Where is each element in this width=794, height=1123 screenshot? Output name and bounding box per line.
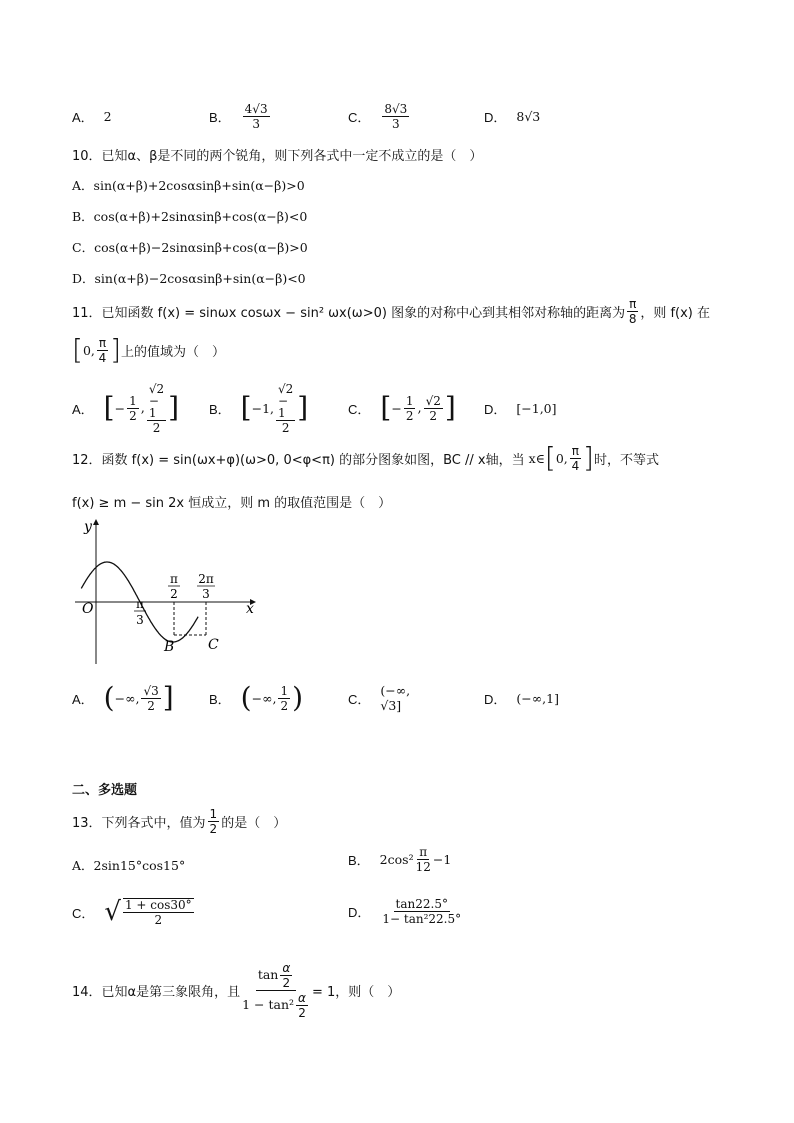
section-heading: 二、多选题 xyxy=(72,783,138,798)
q13-option-b: B． 2cos² $\frac{\pi}{12}$ −1 xyxy=(348,845,452,874)
point-c: C xyxy=(208,637,219,653)
q12-option-a: A． ( −∞, $\frac{√3}{2}$ ] xyxy=(72,681,174,714)
q13-option-a: A．2sin15°cos15° xyxy=(72,858,186,873)
q12-graph xyxy=(70,516,270,666)
q10-option-b: B．cos(α+β)+2sinαsinβ+cos(α−β)<0 xyxy=(72,209,308,224)
q10-option-c: C．cos(α+β)−2sinαsinβ+cos(α−β)>0 xyxy=(72,240,308,255)
tick-2pi3-num: 2π xyxy=(198,572,214,586)
q11-option-d: D． [−1,0] xyxy=(484,400,557,417)
q13-stem: 13．下列各式中，值为 $\frac{1}{2}$ 的是（ ） xyxy=(72,807,287,836)
x-label: x xyxy=(246,601,254,617)
q9-option-a: A． 2 xyxy=(72,108,112,125)
q11-option-a: A． [ − $\frac{1}{2}$ , $\frac{√2 - 1}{2}$ ] xyxy=(72,381,180,435)
q12-option-d: D． (−∞,1] xyxy=(484,690,559,707)
tick-pi3-num: π xyxy=(136,597,144,611)
q11-distance-fraction: $\frac{\pi}{8}$ xyxy=(628,297,637,326)
q12-stem-line2: f(x) ≥ m − sin 2x 恒成立，则 m 的取值范围是（ ） xyxy=(72,496,392,511)
q11-range: [ 0, $\frac{\pi}{4}$ ] 上的值域为（ ） xyxy=(72,333,226,366)
q11-option-b: B． [ −1, $\frac{√2 - 1}{2}$ ] xyxy=(209,381,309,435)
q9-c-fraction: $\frac{8√3}{3}$ xyxy=(384,101,408,131)
q9-b-fraction: $\frac{4√3}{3}$ xyxy=(244,101,268,131)
y-label: y xyxy=(84,519,92,535)
q11-option-c: C． [ − $\frac{1}{2}$ , $\frac{√2}{2}$ ] xyxy=(348,391,456,424)
q11-stem: 11．已知函数 f(x) = sinωx cosωx − sin² ωx(ω>0) 图象的对称中心到其相邻对称轴的距离为 $\frac{\pi}{8}$ ，则 f(x) 在 xyxy=(72,297,710,326)
tick-pi2-num: π xyxy=(170,572,178,586)
origin-label: O xyxy=(82,601,94,617)
q9-option-b: B． $\frac{4√3}{3}$ xyxy=(209,101,268,131)
q13-option-c: C． √ $\frac{1 + \cos 30^\circ}{2}$ xyxy=(72,897,192,927)
tick-pi2-den: 2 xyxy=(170,587,178,601)
q10-option-a: A．sin(α+β)+2cosαsinβ+sin(α−β)>0 xyxy=(72,178,305,193)
q14-stem: 14．已知α是第三象限角，且 tan $\frac{\alpha}{2}$ 1 − tan² $\frac{\alpha}{2}$ = 1，则（ ） xyxy=(72,960,401,1020)
tick-pi3-den: 3 xyxy=(136,613,144,627)
q13-option-d: D． $\frac{\tan 22.5^\circ}{\text{1− tan²22.5°}}$ xyxy=(348,897,462,926)
q12-stem: 12．函数 f(x) = sin(ωx+φ)(ω>0, 0<φ<π) 的部分图象如图，BC // x轴，当 x∈ [ 0, $\frac{\pi}{4}$ ] 时，不等式 xyxy=(72,441,659,474)
q10-stem: 10．已知α、β是不同的两个锐角，则下列各式中一定不成立的是（ ） xyxy=(72,149,483,164)
sqrt-icon: √ xyxy=(104,897,121,927)
q12-option-c: C． (−∞, √3] xyxy=(348,683,411,713)
point-b: B xyxy=(164,639,175,655)
q14-big-fraction: tan $\frac{\alpha}{2}$ 1 − tan² $\frac{\alpha}{2}$ xyxy=(242,960,306,1020)
q9-option-d: D． 8√3 xyxy=(484,108,541,125)
q9-option-c: C． $\frac{8√3}{3}$ xyxy=(348,101,408,131)
tick-2pi3-den: 3 xyxy=(202,587,210,601)
q12-option-b: B． ( −∞, $\frac{1}{2}$ ) xyxy=(209,681,304,714)
q10-option-d: D．sin(α+β)−2cosαsinβ+sin(α−β)<0 xyxy=(72,271,306,286)
